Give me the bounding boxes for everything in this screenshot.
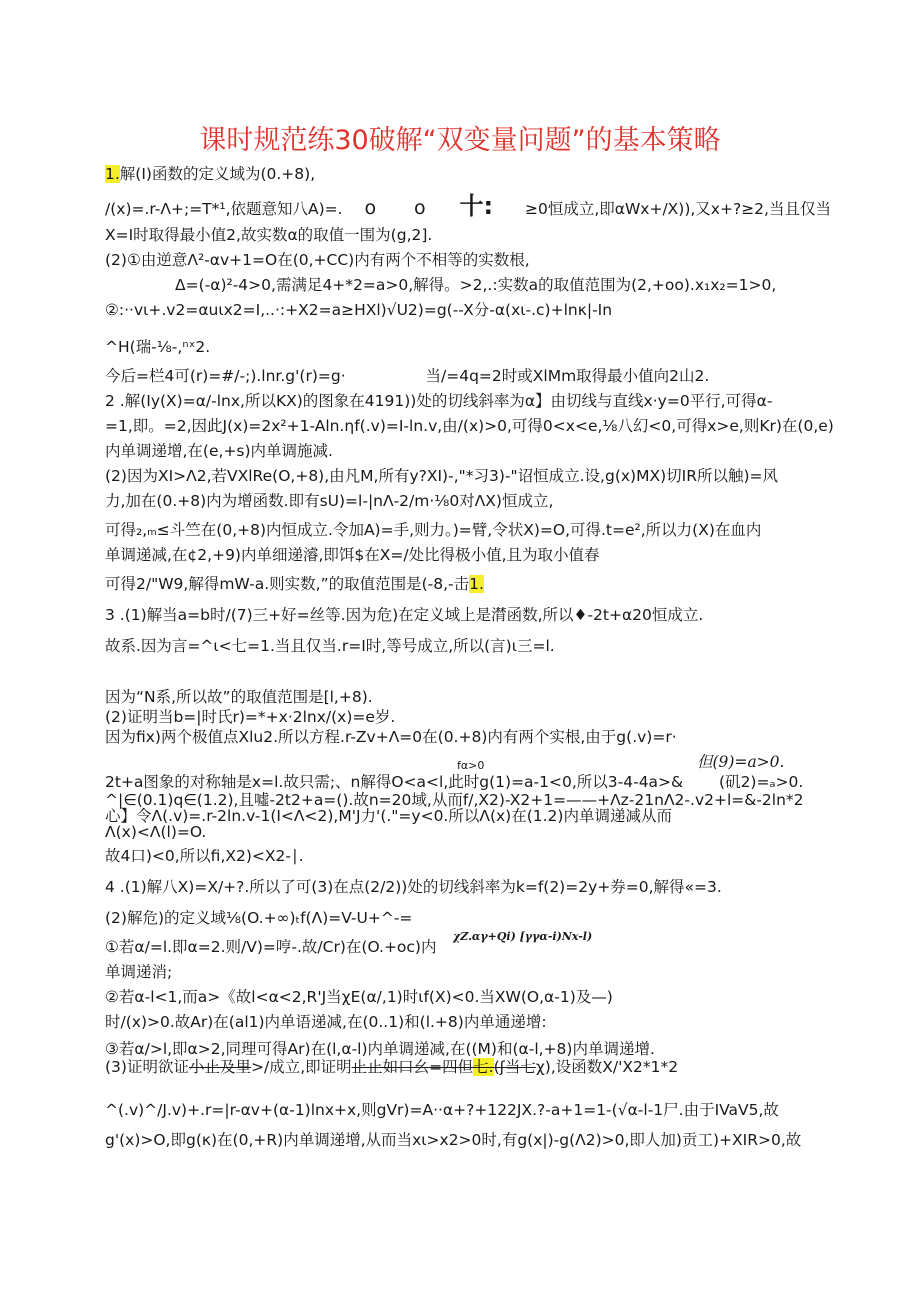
text-line: ^(.v)^/J.v)+.r=|r-αv+(α-1)lnx+x,则gVr)=A··α+?+122JX.?-a+1=1-(√α-l-1尸.由于IVaV5,故 [105,1101,779,1119]
text-line: 单调递减,在¢2,+9)内单细递濬,即饵$在X=/处比得极小值,且为取小值春 [105,546,600,564]
text-line: (3)证明欲证小止及里>/成立,即证明止止如口幺=四但七.(ʃ当七χ),设函数Χ/'X2*1*2 [105,1058,679,1076]
text-line: 因为“N系,所以故”的取值范围是[l,+8). [105,688,373,706]
text-line: ^H(瑞-⅛-,ⁿˣ2. [105,338,211,356]
text-line: 因为fix)两个极值点Xlu2.所以方程.r-Zv+Λ=0在(0.+8)内有两个实根,由于g(.v)=r· [105,728,677,746]
text-line: (2)①由逆意Λ²-αv+1=O在(0,+CC)内有两个不相等的实数根, [105,251,530,269]
problem-number: 1. [105,165,120,183]
text-line: 单调递消; [105,963,173,981]
text-line: 2t+a图象的对称轴是x=l.故只需;、n解得O<a<l,此时g(1)=a-1<0,所以3-4-4a>& (矶2)=ₐ>0. [105,773,804,791]
text-line: 故系.因为言=^ι<七=1.当且仅当.r=I时,等号成立,所以(言)ι三=l. [105,637,555,655]
text-line: Λ(x)<Λ(l)=O. [105,823,207,841]
text-line: 2 .解(Iy(X)=α/-lnx,所以KX)的图象在4191))处的切线斜率为α】由切线与直线x·y=0平行,可得α- [105,392,773,410]
text-line: (2)证明当b=|时氏r)=*+x·2lnx/(x)=e岁. [105,708,396,726]
text-line: 今后=栏4可(r)=#/-;).lnr.g'(r)=g· 当/=4q=2时或XlMm取得最小值向2山2. [105,367,710,385]
text-line: 可得₂,ₘ≤斗竺在(0,+8)内恒成立.令加A)=手,则力。)=臂,令状X)=O,可得.t=e²,所以力(X)在血内 [105,521,762,539]
text-line: 3 .(1)解当a=b时/(7)三+好=丝等.因为危)在定义域上是潸函数,所以♦-2t+α20恒成立. [105,606,704,624]
text-line: ①若α/=l.即α=2.则/V)=哼-.故/Cr)在(O.+oc)内 χZ.αγ+Qi) [γγα-i)Nx-l) [105,930,593,956]
page-title: 课时规范练30破解“双变量问题”的基本策略 [199,125,721,156]
text-line: 时/(x)>0.故Ar)在(al1)内单语递减,在(0..1)和(l.+8)内单通递增: [105,1013,547,1031]
text-line: Δ=(-α)²-4>0,需满足4+*2=a>0,解得。>2,.:实数a的取值范围为(2,+oo).x₁x₂=1>0, [175,276,777,294]
text-line: ③若α/>l,即α>2,同理可得Ar)在(l,α-l)内单调递减,在((M)和(α-l,+8)内单调递增. [105,1040,655,1058]
text-line: 心】令Λ(.v)=.r-2ln.v-1(I<Λ<2),M'J力'(."=y<0.所以Λ(x)在(1.2)内单调递减从而 [105,807,672,825]
text-line: X=I时取得最小值2,故实数α的取值一围为(g,2]. [105,226,433,244]
text-line: 4 .(1)解八X)=X/+?.所以了可(3)在点(2/2))处的切线斜率为k=f(2)=2y+券=0,解得«=3. [105,878,722,896]
text-line: 内单调递增,在(e,+s)内单调施减. [105,442,333,460]
text-line: 故4口)<0,所以fi,X2)<X2-∣. [105,847,304,865]
text-line: /(x)=.r-Λ+;=T*¹,依题意知八A)=. o o 十: ≥0恒成立,即αWx+/X)),又x+?≥2,当且仅当 [105,192,831,220]
text-line: (2)因为XI>Λ2,若VXlRe(O,+8),由凡M,所有y?XI)-,"*习3)-"诏恒成立.设,g(x)MX)切IR所以触)=风 [105,467,779,485]
text-line: 1.解(I)函数的定义域为(0.+8), [105,165,316,183]
text-line: g'(x)>O,即g(κ)在(0,+R)内单调递增,从而当xι>x2>0时,有g(x|)-g(Λ2)>0,即人加)贡工)+XIR>0,故 [105,1131,802,1149]
text-line: (2)解危)的定义域⅛(O.+∞)ₜf(Λ)=V-U+^-= [105,909,413,927]
text-line: 可得2/"W9,解得mW-a.则实数,”的取值范围是(-8,-击1. [105,575,484,593]
text-line: ②若α-l<1,而a>《故l<α<2,R'J当χE(α/,1)时ιf(X)<0.当XW(O,α-1)及—) [105,988,613,1006]
text-line: 力,加在(0.+8)内为增函数.即有sU)=l-|nΛ-2/m·⅛0对ΛX)恒成立, [105,492,554,510]
text-line: ^|∈(0.1)q∈(1.2),且噓-2t2+a=().故n=20域,从而f/,X2)-X2+1=——+Λz-21nΛ2-.v2+l=&-2ln*2 [105,791,804,809]
text-line: =1,即。=2,因此J(x)=2x²+1-Aln.ηf(.v)=I-ln.v,由/(x)>0,可得0<x<e,⅛八幻<0,可得x>e,则Kr)在(0,e) [105,417,834,435]
text-line: ②:··vι+.v2=αuιx2=I,..·:+X2=a≥HXl)√U2)=g(--X分-α(xι-.c)+lnκ|-In [105,301,613,319]
